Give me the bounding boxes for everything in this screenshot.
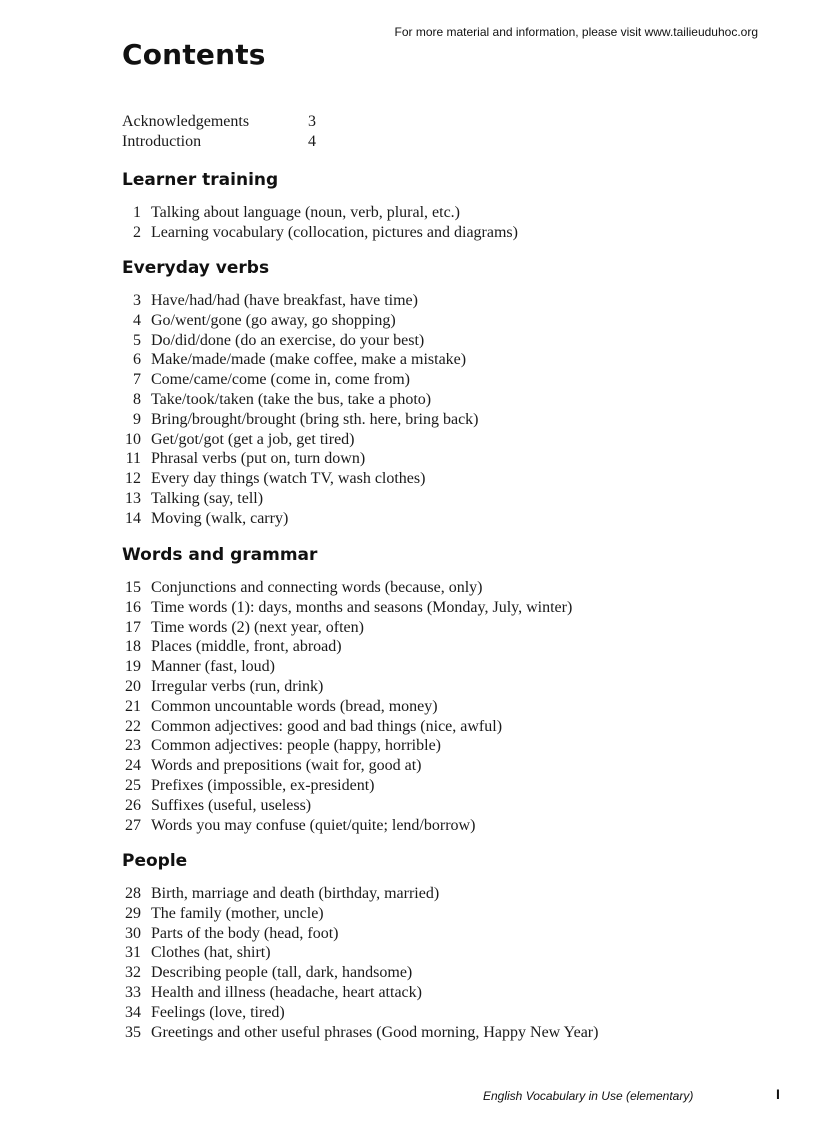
unit-number: 18 (125, 638, 141, 656)
unit-title: Talking (say, tell) (151, 489, 264, 507)
unit-number: 14 (125, 509, 141, 527)
unit-number: 7 (133, 371, 141, 389)
unit-title: Suffixes (useful, useless) (151, 796, 312, 814)
unit-item (122, 657, 572, 677)
unit-title: Come/came/come (come in, come from) (151, 371, 411, 389)
unit-item (122, 884, 598, 904)
unit-title: Every day things (watch TV, wash clothes) (151, 470, 426, 488)
unit-number: 11 (125, 450, 141, 468)
top-note: For more material and information, please visit www.tailieuduhoc.org (394, 25, 758, 39)
unit-title: Common uncountable words (bread, money) (151, 697, 438, 715)
unit-number: 31 (125, 944, 141, 962)
unit-title: Phrasal verbs (put on, turn down) (151, 450, 366, 468)
unit-number: 22 (125, 717, 141, 735)
unit-number: 13 (125, 489, 141, 507)
footer-book-title: English Vocabulary in Use (elementary) (483, 1089, 694, 1103)
unit-title: Time words (1): days, months and seasons (Monday, July, winter) (151, 598, 573, 616)
unit-number: 26 (125, 796, 141, 814)
section-words-and-grammar (122, 544, 572, 835)
unit-title: Make/made/made (make coffee, make a mistake) (151, 351, 467, 369)
unit-item (122, 736, 572, 756)
unit-title: Words and prepositions (wait for, good at) (151, 757, 422, 775)
front-matter-page: 4 (308, 132, 316, 150)
unit-item (122, 1023, 598, 1043)
unit-item (122, 717, 572, 737)
unit-title: Learning vocabulary (collocation, pictures and diagrams) (151, 223, 518, 241)
unit-item (122, 390, 479, 410)
unit-title: Common adjectives: people (happy, horrible) (151, 737, 441, 755)
unit-item (122, 370, 479, 390)
unit-number: 32 (125, 964, 141, 982)
unit-title: Feelings (love, tired) (151, 1003, 285, 1021)
unit-number: 33 (125, 983, 141, 1001)
unit-title: The family (mother, uncle) (151, 904, 324, 922)
section-everyday-verbs (122, 257, 479, 529)
unit-number: 2 (133, 223, 141, 241)
unit-item (122, 776, 572, 796)
unit-title: Time words (2) (next year, often) (151, 618, 364, 636)
unit-title: Words you may confuse (quiet/quite; lend/borrow) (151, 816, 476, 834)
unit-number: 4 (133, 311, 141, 329)
unit-number: 28 (125, 885, 141, 902)
unit-number: 19 (125, 658, 141, 676)
section-heading: Learner training (122, 170, 279, 190)
unit-item (122, 924, 598, 944)
unit-item (122, 350, 479, 370)
unit-title: Parts of the body (head, foot) (151, 924, 339, 942)
unit-item (122, 311, 479, 331)
unit-item (122, 756, 572, 776)
unit-number: 25 (125, 776, 141, 794)
front-matter (122, 112, 328, 151)
unit-number: 6 (133, 351, 141, 369)
unit-item (122, 331, 479, 351)
section-heading: Everyday verbs (122, 258, 270, 278)
unit-number: 29 (125, 904, 141, 922)
unit-number: 3 (133, 292, 141, 309)
unit-title: Irregular verbs (run, drink) (151, 677, 324, 695)
section-learner-training (122, 169, 518, 243)
unit-item (122, 430, 479, 450)
unit-number: 16 (125, 598, 141, 616)
section-people (122, 850, 598, 1042)
unit-list (122, 884, 598, 1042)
unit-item (122, 943, 598, 963)
front-matter-row (122, 132, 328, 152)
unit-number: 35 (125, 1023, 141, 1041)
unit-title: Birth, marriage and death (birthday, married) (151, 885, 440, 902)
unit-title: Get/got/got (get a job, get tired) (151, 430, 355, 448)
unit-title: Moving (walk, carry) (151, 509, 289, 527)
unit-title: Common adjectives: good and bad things (nice, awful) (151, 717, 503, 735)
unit-item (122, 578, 572, 598)
unit-title: Go/went/gone (go away, go shopping) (151, 311, 396, 329)
unit-number: 34 (125, 1003, 141, 1021)
unit-title: Clothes (hat, shirt) (151, 944, 271, 962)
unit-list (122, 203, 518, 243)
unit-number: 27 (125, 816, 141, 834)
unit-item (122, 816, 572, 836)
front-matter-label: Introduction (122, 132, 202, 150)
unit-item (122, 223, 518, 243)
unit-number: 30 (125, 924, 141, 942)
unit-item (122, 963, 598, 983)
unit-list (122, 291, 479, 529)
unit-title: Bring/brought/brought (bring sth. here, bring back) (151, 410, 479, 428)
front-matter-page: 3 (308, 113, 316, 130)
unit-item (122, 203, 518, 223)
unit-number: 20 (125, 677, 141, 695)
front-matter-row (122, 112, 328, 132)
section-heading: Words and grammar (122, 545, 318, 565)
footer-page-number: I (776, 1086, 780, 1102)
unit-number: 23 (125, 737, 141, 755)
unit-number: 17 (125, 618, 141, 636)
unit-number: 1 (133, 204, 141, 221)
unit-item (122, 1003, 598, 1023)
unit-title: Manner (fast, loud) (151, 658, 275, 676)
unit-title: Do/did/done (do an exercise, do your best) (151, 331, 425, 349)
unit-item (122, 469, 479, 489)
unit-item (122, 618, 572, 638)
unit-number: 15 (125, 579, 141, 596)
section-heading: People (122, 851, 188, 871)
unit-list (122, 578, 572, 835)
unit-item (122, 489, 479, 509)
unit-item (122, 291, 479, 311)
unit-item (122, 796, 572, 816)
unit-title: Places (middle, front, abroad) (151, 638, 342, 656)
unit-title: Greetings and other useful phrases (Good morning, Happy New Year) (151, 1023, 599, 1041)
unit-number: 21 (125, 697, 141, 715)
unit-title: Talking about language (noun, verb, plural, etc.) (151, 204, 460, 221)
unit-title: Describing people (tall, dark, handsome) (151, 964, 413, 982)
unit-title: Conjunctions and connecting words (because, only) (151, 579, 483, 596)
unit-item (122, 983, 598, 1003)
unit-item (122, 449, 479, 469)
front-matter-label: Acknowledgements (122, 113, 250, 130)
unit-number: 10 (125, 430, 141, 448)
unit-item (122, 637, 572, 657)
unit-item (122, 410, 479, 430)
unit-title: Prefixes (impossible, ex-president) (151, 776, 375, 794)
unit-number: 12 (125, 470, 141, 488)
unit-number: 8 (133, 390, 141, 408)
unit-title: Health and illness (headache, heart attack) (151, 983, 422, 1001)
unit-item (122, 697, 572, 717)
unit-item (122, 598, 572, 618)
unit-title: Take/took/taken (take the bus, take a photo) (151, 390, 432, 408)
unit-item (122, 677, 572, 697)
unit-item (122, 509, 479, 529)
unit-number: 5 (133, 331, 141, 349)
page-title: Contents (122, 38, 266, 71)
unit-number: 9 (133, 410, 141, 428)
unit-item (122, 904, 598, 924)
unit-title: Have/had/had (have breakfast, have time) (151, 292, 418, 309)
unit-number: 24 (125, 757, 141, 775)
